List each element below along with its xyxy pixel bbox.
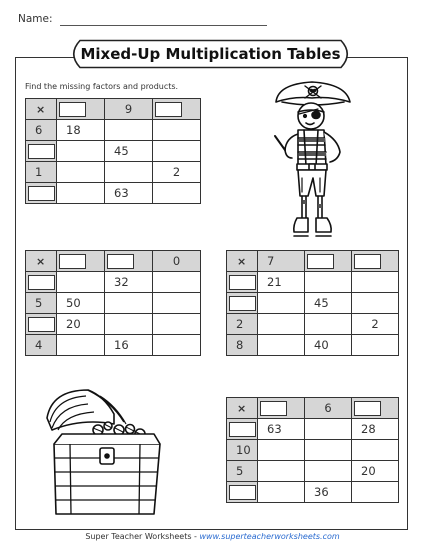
product-cell[interactable] xyxy=(352,482,399,503)
answer-box[interactable] xyxy=(155,102,182,117)
header-factor-blank[interactable] xyxy=(352,251,399,272)
product-cell[interactable] xyxy=(258,314,305,335)
answer-box[interactable] xyxy=(59,102,86,117)
instructions-text: Find the missing factors and products. xyxy=(25,82,179,91)
product-cell[interactable] xyxy=(305,314,352,335)
answer-box[interactable] xyxy=(28,317,55,332)
product-cell[interactable] xyxy=(352,272,399,293)
product-cell[interactable] xyxy=(352,440,399,461)
footer xyxy=(0,532,425,541)
answer-box[interactable] xyxy=(229,422,256,437)
product-cell[interactable] xyxy=(153,120,201,141)
treasure-chest-illustration xyxy=(42,386,182,521)
product-cell: 45 xyxy=(105,141,153,162)
name-input-line[interactable] xyxy=(60,25,267,26)
row-factor-blank[interactable] xyxy=(227,419,258,440)
product-cell[interactable] xyxy=(153,293,201,314)
product-cell[interactable] xyxy=(153,314,201,335)
row-factor-blank[interactable] xyxy=(227,272,258,293)
name-label: Name: xyxy=(18,13,53,25)
header-factor-blank[interactable] xyxy=(105,251,153,272)
row-factor: 6 xyxy=(26,120,57,141)
header-factor: 7 xyxy=(258,251,305,272)
product-cell: 18 xyxy=(57,120,105,141)
row-factor-blank[interactable] xyxy=(26,272,57,293)
page-title: Mixed-Up Multiplication Tables xyxy=(80,45,341,63)
row-factor-blank[interactable] xyxy=(227,482,258,503)
answer-box[interactable] xyxy=(229,296,256,311)
product-cell: 45 xyxy=(305,293,352,314)
product-cell[interactable] xyxy=(153,272,201,293)
product-cell: 20 xyxy=(57,314,105,335)
product-cell[interactable] xyxy=(105,162,153,183)
product-cell: 50 xyxy=(57,293,105,314)
product-cell[interactable] xyxy=(153,335,201,356)
header-factor: 0 xyxy=(153,251,201,272)
product-cell[interactable] xyxy=(57,162,105,183)
row-factor: 8 xyxy=(227,335,258,356)
product-cell: 63 xyxy=(105,183,153,204)
multiplication-table-4 xyxy=(226,397,399,503)
header-factor-blank[interactable] xyxy=(57,251,105,272)
product-cell: 2 xyxy=(352,314,399,335)
product-cell[interactable] xyxy=(258,335,305,356)
header-factor-blank[interactable] xyxy=(153,99,201,120)
product-cell: 21 xyxy=(258,272,305,293)
row-factor: 5 xyxy=(227,461,258,482)
row-factor: 1 xyxy=(26,162,57,183)
product-cell[interactable] xyxy=(153,183,201,204)
header-factor-blank[interactable] xyxy=(57,99,105,120)
product-cell: 16 xyxy=(105,335,153,356)
product-cell[interactable] xyxy=(105,293,153,314)
header-factor: 9 xyxy=(105,99,153,120)
product-cell[interactable] xyxy=(57,272,105,293)
answer-box[interactable] xyxy=(307,254,334,269)
multiplication-table-2 xyxy=(25,250,201,356)
product-cell: 63 xyxy=(258,419,305,440)
header-factor-blank[interactable] xyxy=(305,251,352,272)
product-cell[interactable] xyxy=(305,440,352,461)
product-cell: 2 xyxy=(153,162,201,183)
product-cell: 20 xyxy=(352,461,399,482)
product-cell[interactable] xyxy=(305,461,352,482)
header-factor: 6 xyxy=(305,398,352,419)
title-banner xyxy=(66,39,355,69)
product-cell[interactable] xyxy=(105,314,153,335)
answer-box[interactable] xyxy=(229,485,256,500)
product-cell[interactable] xyxy=(258,440,305,461)
product-cell[interactable] xyxy=(57,183,105,204)
row-factor-blank[interactable] xyxy=(26,141,57,162)
header-factor-blank[interactable] xyxy=(258,398,305,419)
header-factor-blank[interactable] xyxy=(352,398,399,419)
product-cell: 32 xyxy=(105,272,153,293)
product-cell[interactable] xyxy=(352,335,399,356)
answer-box[interactable] xyxy=(229,275,256,290)
product-cell[interactable] xyxy=(305,272,352,293)
answer-box[interactable] xyxy=(354,401,381,416)
product-cell[interactable] xyxy=(305,419,352,440)
footer-text: Super Teacher Worksheets - xyxy=(85,532,200,541)
answer-box[interactable] xyxy=(260,401,287,416)
product-cell[interactable] xyxy=(105,120,153,141)
footer-link[interactable]: www.superteacherworksheets.com xyxy=(199,532,340,541)
product-cell[interactable] xyxy=(153,141,201,162)
answer-box[interactable] xyxy=(59,254,86,269)
row-factor-blank[interactable] xyxy=(227,293,258,314)
pirate-illustration xyxy=(268,78,358,243)
multiplication-table-1 xyxy=(25,98,201,204)
row-factor: 4 xyxy=(26,335,57,356)
product-cell: 36 xyxy=(305,482,352,503)
answer-box[interactable] xyxy=(28,186,55,201)
times-symbol: × xyxy=(26,251,57,272)
times-symbol: × xyxy=(26,99,57,120)
answer-box[interactable] xyxy=(28,144,55,159)
row-factor-blank[interactable] xyxy=(26,314,57,335)
row-factor: 2 xyxy=(227,314,258,335)
product-cell[interactable] xyxy=(258,293,305,314)
row-factor-blank[interactable] xyxy=(26,183,57,204)
answer-box[interactable] xyxy=(107,254,134,269)
row-factor: 10 xyxy=(227,440,258,461)
product-cell[interactable] xyxy=(352,293,399,314)
answer-box[interactable] xyxy=(354,254,381,269)
times-symbol: × xyxy=(227,398,258,419)
multiplication-table-3 xyxy=(226,250,399,356)
product-cell: 28 xyxy=(352,419,399,440)
product-cell[interactable] xyxy=(57,141,105,162)
product-cell[interactable] xyxy=(57,335,105,356)
row-factor: 5 xyxy=(26,293,57,314)
answer-box[interactable] xyxy=(28,275,55,290)
product-cell: 40 xyxy=(305,335,352,356)
product-cell[interactable] xyxy=(258,461,305,482)
times-symbol: × xyxy=(227,251,258,272)
product-cell[interactable] xyxy=(258,482,305,503)
